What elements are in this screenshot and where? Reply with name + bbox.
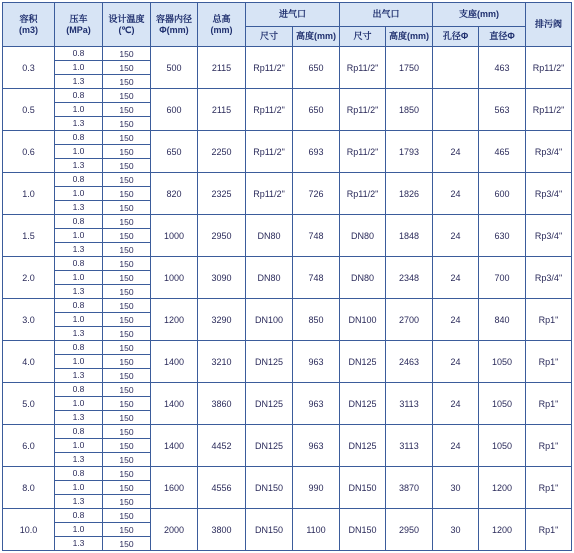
inlet-size-cell: DN125 xyxy=(246,383,293,425)
table-body xyxy=(3,47,572,551)
header-support-hole: 孔径Φ xyxy=(433,27,479,47)
table-row xyxy=(3,341,572,355)
support-diameter-cell: 463 xyxy=(479,47,526,89)
pressure-cell: 1.3 xyxy=(55,243,103,257)
pressure-cell: 1.0 xyxy=(55,271,103,285)
diameter-cell: 650 xyxy=(151,131,198,173)
temperature-cell: 150 xyxy=(103,47,151,61)
header-diameter: 容器内径 Φ(mm) xyxy=(151,3,198,47)
temperature-cell: 150 xyxy=(103,481,151,495)
diameter-cell: 820 xyxy=(151,173,198,215)
temperature-cell: 150 xyxy=(103,327,151,341)
outlet-height-cell: 3870 xyxy=(386,467,433,509)
table-row xyxy=(3,131,572,145)
inlet-height-cell: 963 xyxy=(293,383,340,425)
support-diameter-cell: 1200 xyxy=(479,467,526,509)
drain-cell: Rp3/4" xyxy=(526,215,572,257)
temperature-cell: 150 xyxy=(103,509,151,523)
volume-cell: 2.0 xyxy=(3,257,55,299)
temperature-cell: 150 xyxy=(103,383,151,397)
drain-cell: Rp1" xyxy=(526,467,572,509)
table-row xyxy=(3,299,572,313)
drain-cell: Rp3/4" xyxy=(526,257,572,299)
outlet-size-cell: DN125 xyxy=(340,425,386,467)
drain-cell: Rp1" xyxy=(526,425,572,467)
pressure-cell: 0.8 xyxy=(55,47,103,61)
inlet-height-cell: 748 xyxy=(293,257,340,299)
temperature-cell: 150 xyxy=(103,313,151,327)
drain-cell: Rp3/4" xyxy=(526,131,572,173)
temperature-cell: 150 xyxy=(103,425,151,439)
diameter-cell: 1000 xyxy=(151,257,198,299)
diameter-cell: 1400 xyxy=(151,425,198,467)
outlet-height-cell: 3113 xyxy=(386,383,433,425)
volume-cell: 5.0 xyxy=(3,383,55,425)
temperature-cell: 150 xyxy=(103,61,151,75)
support-hole-cell: 24 xyxy=(433,425,479,467)
temperature-cell: 150 xyxy=(103,355,151,369)
temperature-cell: 150 xyxy=(103,467,151,481)
inlet-size-cell: DN150 xyxy=(246,509,293,551)
temperature-cell: 150 xyxy=(103,341,151,355)
diameter-cell: 1400 xyxy=(151,341,198,383)
diameter-cell: 2000 xyxy=(151,509,198,551)
drain-cell: Rp1" xyxy=(526,509,572,551)
inlet-height-cell: 963 xyxy=(293,341,340,383)
pressure-cell: 1.3 xyxy=(55,537,103,551)
inlet-size-cell: DN80 xyxy=(246,215,293,257)
temperature-cell: 150 xyxy=(103,537,151,551)
pressure-cell: 1.3 xyxy=(55,117,103,131)
outlet-height-cell: 1750 xyxy=(386,47,433,89)
inlet-height-cell: 693 xyxy=(293,131,340,173)
support-diameter-cell: 700 xyxy=(479,257,526,299)
temperature-cell: 150 xyxy=(103,299,151,313)
pressure-cell: 0.8 xyxy=(55,257,103,271)
temperature-cell: 150 xyxy=(103,215,151,229)
inlet-size-cell: DN125 xyxy=(246,425,293,467)
inlet-size-cell: DN150 xyxy=(246,467,293,509)
temperature-cell: 150 xyxy=(103,201,151,215)
table-row xyxy=(3,89,572,103)
temperature-cell: 150 xyxy=(103,187,151,201)
temperature-cell: 150 xyxy=(103,131,151,145)
header-support-diameter: 直径Φ xyxy=(479,27,526,47)
volume-cell: 6.0 xyxy=(3,425,55,467)
height-cell: 3860 xyxy=(198,383,246,425)
inlet-height-cell: 850 xyxy=(293,299,340,341)
table-row xyxy=(3,509,572,523)
support-diameter-cell: 465 xyxy=(479,131,526,173)
header-volume: 容积 (m3) xyxy=(3,3,55,47)
pressure-cell: 0.8 xyxy=(55,467,103,481)
pressure-cell: 1.0 xyxy=(55,523,103,537)
pressure-cell: 0.8 xyxy=(55,299,103,313)
pressure-cell: 1.3 xyxy=(55,453,103,467)
volume-cell: 0.3 xyxy=(3,47,55,89)
support-hole-cell: 24 xyxy=(433,299,479,341)
support-hole-cell: 24 xyxy=(433,215,479,257)
diameter-cell: 1400 xyxy=(151,383,198,425)
support-diameter-cell: 1050 xyxy=(479,383,526,425)
drain-cell: Rp11/2" xyxy=(526,47,572,89)
support-diameter-cell: 1050 xyxy=(479,341,526,383)
header-inlet-height: 高度(mm) xyxy=(293,27,340,47)
drain-cell: Rp1" xyxy=(526,299,572,341)
inlet-size-cell: DN80 xyxy=(246,257,293,299)
pressure-cell: 0.8 xyxy=(55,173,103,187)
outlet-height-cell: 2700 xyxy=(386,299,433,341)
table-row xyxy=(3,215,572,229)
temperature-cell: 150 xyxy=(103,117,151,131)
pressure-cell: 1.0 xyxy=(55,313,103,327)
inlet-height-cell: 650 xyxy=(293,89,340,131)
table-row xyxy=(3,383,572,397)
pressure-cell: 1.0 xyxy=(55,229,103,243)
height-cell: 2950 xyxy=(198,215,246,257)
volume-cell: 10.0 xyxy=(3,509,55,551)
volume-cell: 0.6 xyxy=(3,131,55,173)
support-diameter-cell: 600 xyxy=(479,173,526,215)
support-hole-cell xyxy=(433,89,479,131)
pressure-cell: 1.0 xyxy=(55,397,103,411)
pressure-cell: 1.3 xyxy=(55,411,103,425)
inlet-size-cell: DN125 xyxy=(246,341,293,383)
inlet-height-cell: 963 xyxy=(293,425,340,467)
pressure-cell: 1.3 xyxy=(55,495,103,509)
temperature-cell: 150 xyxy=(103,369,151,383)
pressure-cell: 1.0 xyxy=(55,145,103,159)
support-diameter-cell: 563 xyxy=(479,89,526,131)
pressure-cell: 1.0 xyxy=(55,439,103,453)
volume-cell: 8.0 xyxy=(3,467,55,509)
table-row xyxy=(3,47,572,61)
pressure-cell: 1.3 xyxy=(55,285,103,299)
outlet-height-cell: 1826 xyxy=(386,173,433,215)
height-cell: 3210 xyxy=(198,341,246,383)
outlet-size-cell: DN80 xyxy=(340,215,386,257)
outlet-height-cell: 2348 xyxy=(386,257,433,299)
volume-cell: 1.0 xyxy=(3,173,55,215)
inlet-size-cell: Rp11/2" xyxy=(246,173,293,215)
pressure-cell: 0.8 xyxy=(55,131,103,145)
pressure-cell: 0.8 xyxy=(55,341,103,355)
drain-cell: Rp11/2" xyxy=(526,89,572,131)
temperature-cell: 150 xyxy=(103,229,151,243)
outlet-height-cell: 3113 xyxy=(386,425,433,467)
inlet-height-cell: 726 xyxy=(293,173,340,215)
height-cell: 3090 xyxy=(198,257,246,299)
outlet-size-cell: Rp11/2" xyxy=(340,131,386,173)
outlet-size-cell: DN150 xyxy=(340,467,386,509)
outlet-size-cell: Rp11/2" xyxy=(340,89,386,131)
outlet-size-cell: Rp11/2" xyxy=(340,173,386,215)
temperature-cell: 150 xyxy=(103,145,151,159)
outlet-height-cell: 2950 xyxy=(386,509,433,551)
outlet-height-cell: 1850 xyxy=(386,89,433,131)
inlet-size-cell: Rp11/2" xyxy=(246,47,293,89)
outlet-size-cell: DN150 xyxy=(340,509,386,551)
inlet-size-cell: Rp11/2" xyxy=(246,89,293,131)
pressure-cell: 1.3 xyxy=(55,75,103,89)
temperature-cell: 150 xyxy=(103,89,151,103)
drain-cell: Rp1" xyxy=(526,383,572,425)
support-hole-cell: 30 xyxy=(433,467,479,509)
support-diameter-cell: 630 xyxy=(479,215,526,257)
header-height: 总高 (mm) xyxy=(198,3,246,47)
temperature-cell: 150 xyxy=(103,257,151,271)
pressure-cell: 0.8 xyxy=(55,509,103,523)
temperature-cell: 150 xyxy=(103,453,151,467)
outlet-height-cell: 2463 xyxy=(386,341,433,383)
temperature-cell: 150 xyxy=(103,159,151,173)
table-row xyxy=(3,257,572,271)
support-hole-cell: 24 xyxy=(433,383,479,425)
pressure-cell: 1.0 xyxy=(55,355,103,369)
support-hole-cell: 24 xyxy=(433,173,479,215)
pressure-cell: 0.8 xyxy=(55,89,103,103)
temperature-cell: 150 xyxy=(103,397,151,411)
pressure-cell: 1.0 xyxy=(55,103,103,117)
outlet-size-cell: DN125 xyxy=(340,341,386,383)
height-cell: 3290 xyxy=(198,299,246,341)
temperature-cell: 150 xyxy=(103,523,151,537)
table-row xyxy=(3,425,572,439)
pressure-cell: 1.0 xyxy=(55,61,103,75)
support-hole-cell: 24 xyxy=(433,257,479,299)
outlet-size-cell: DN125 xyxy=(340,383,386,425)
volume-cell: 0.5 xyxy=(3,89,55,131)
volume-cell: 4.0 xyxy=(3,341,55,383)
header-outlet: 出气口 xyxy=(340,3,433,27)
temperature-cell: 150 xyxy=(103,285,151,299)
inlet-height-cell: 748 xyxy=(293,215,340,257)
temperature-cell: 150 xyxy=(103,411,151,425)
header-support: 支座(mm) xyxy=(433,3,526,27)
support-hole-cell: 24 xyxy=(433,341,479,383)
diameter-cell: 1600 xyxy=(151,467,198,509)
temperature-cell: 150 xyxy=(103,243,151,257)
support-hole-cell: 30 xyxy=(433,509,479,551)
temperature-cell: 150 xyxy=(103,75,151,89)
pressure-cell: 1.3 xyxy=(55,159,103,173)
support-diameter-cell: 1200 xyxy=(479,509,526,551)
pressure-cell: 1.3 xyxy=(55,327,103,341)
inlet-height-cell: 990 xyxy=(293,467,340,509)
header-outlet-size: 尺寸 xyxy=(340,27,386,47)
inlet-height-cell: 650 xyxy=(293,47,340,89)
diameter-cell: 600 xyxy=(151,89,198,131)
support-hole-cell: 24 xyxy=(433,131,479,173)
pressure-cell: 0.8 xyxy=(55,383,103,397)
header-temperature: 设计温度 (℃) xyxy=(103,3,151,47)
table-row xyxy=(3,467,572,481)
height-cell: 4556 xyxy=(198,467,246,509)
header-pressure: 压车 (MPa) xyxy=(55,3,103,47)
support-hole-cell xyxy=(433,47,479,89)
inlet-size-cell: Rp11/2" xyxy=(246,131,293,173)
volume-cell: 1.5 xyxy=(3,215,55,257)
height-cell: 4452 xyxy=(198,425,246,467)
diameter-cell: 500 xyxy=(151,47,198,89)
outlet-height-cell: 1848 xyxy=(386,215,433,257)
inlet-height-cell: 1100 xyxy=(293,509,340,551)
pressure-cell: 0.8 xyxy=(55,425,103,439)
height-cell: 2115 xyxy=(198,89,246,131)
diameter-cell: 1000 xyxy=(151,215,198,257)
temperature-cell: 150 xyxy=(103,271,151,285)
height-cell: 2115 xyxy=(198,47,246,89)
header-inlet-size: 尺寸 xyxy=(246,27,293,47)
pressure-cell: 1.3 xyxy=(55,369,103,383)
temperature-cell: 150 xyxy=(103,103,151,117)
inlet-size-cell: DN100 xyxy=(246,299,293,341)
height-cell: 2325 xyxy=(198,173,246,215)
header-inlet: 进气口 xyxy=(246,3,340,27)
temperature-cell: 150 xyxy=(103,439,151,453)
pressure-cell: 0.8 xyxy=(55,215,103,229)
header-outlet-height: 高度(mm) xyxy=(386,27,433,47)
outlet-size-cell: DN80 xyxy=(340,257,386,299)
header-drain: 排污阀 xyxy=(526,3,572,47)
diameter-cell: 1200 xyxy=(151,299,198,341)
pressure-cell: 1.3 xyxy=(55,201,103,215)
spec-table xyxy=(2,2,572,551)
outlet-size-cell: Rp11/2" xyxy=(340,47,386,89)
outlet-size-cell: DN100 xyxy=(340,299,386,341)
support-diameter-cell: 1050 xyxy=(479,425,526,467)
pressure-cell: 1.0 xyxy=(55,187,103,201)
height-cell: 3800 xyxy=(198,509,246,551)
outlet-height-cell: 1793 xyxy=(386,131,433,173)
temperature-cell: 150 xyxy=(103,173,151,187)
table-row xyxy=(3,173,572,187)
drain-cell: Rp3/4" xyxy=(526,173,572,215)
support-diameter-cell: 840 xyxy=(479,299,526,341)
temperature-cell: 150 xyxy=(103,495,151,509)
height-cell: 2250 xyxy=(198,131,246,173)
volume-cell: 3.0 xyxy=(3,299,55,341)
drain-cell: Rp1" xyxy=(526,341,572,383)
pressure-cell: 1.0 xyxy=(55,481,103,495)
